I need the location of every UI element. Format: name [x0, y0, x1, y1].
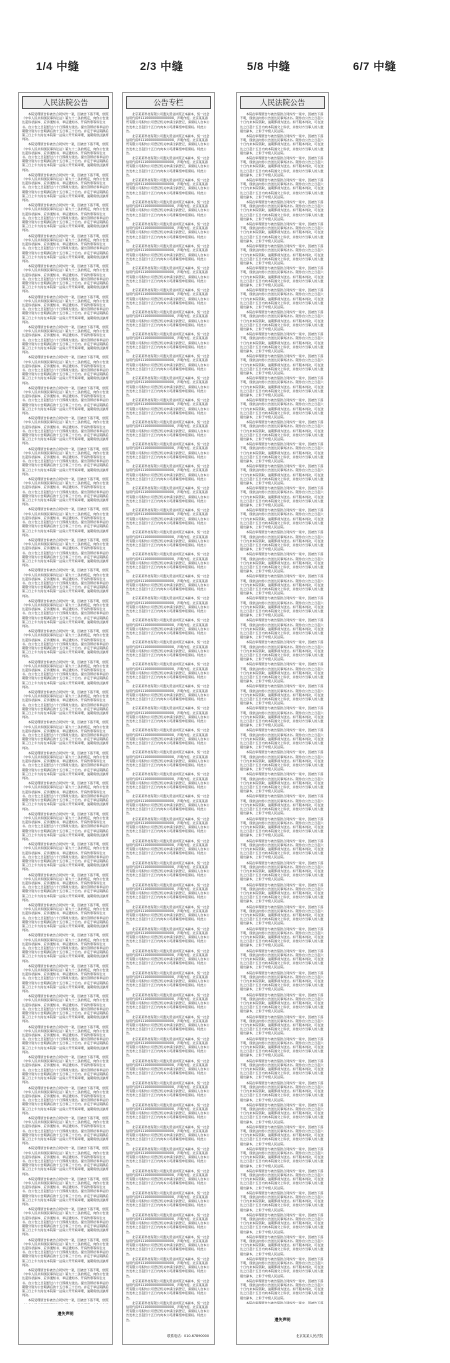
notice-paragraph: 本院在审理原告与被告借款合同纠纷一案中，因被告下落不明，现依法向你公告送达民事判决书。限你自公告之日起六十日内来本院领取，逾期即视为送达。如不服本判决，可在送达之日起十五日内向本院递交上诉状，并按对方当事人的人数提出副本，上诉于中级人民法院。 — [240, 156, 324, 177]
notice-paragraph: 北京某某科技有限公司遗失营业执照正本副本，统一社会信用代码91110000000000000X，声明作废。北京某某商贸有限公司拟向公司登记机关申请注销登记，请债权人自本公告发布之日起四十五日内向本公司清算组申报债权。特此公告。 — [126, 992, 210, 1014]
notice-paragraph: 本院受理原告诉被告合同纠纷一案，因被告下落不明，依照《中华人民共和国民事诉讼法》第九十二条的规定，向你公告送达起诉状副本、应诉通知书、举证通知书、开庭传票等诉讼文书。自公告之日起经过六十日即视为送达。提出答辩状和举证的期限分别为公告期满后的十五日和三十日内。并定于举证期满后第三日上午九时在本院第一法庭公开开庭审理，逾期将依法缺席判决。 — [22, 811, 109, 841]
notice-paragraph: 北京某某科技有限公司遗失营业执照正本副本，统一社会信用代码91110000000000000X，声明作废。北京某某商贸有限公司拟向公司登记机关申请注销登记，请债权人自本公告发布之日起四十五日内向本公司清算组申报债权。特此公告。 — [126, 508, 210, 530]
notice-paragraph: 本院在审理原告与被告借款合同纠纷一案中，因被告下落不明，现依法向你公告送达民事判决书。限你自公告之日起六十日内来本院领取，逾期即视为送达。如不服本判决，可在送达之日起十五日内向本院递交上诉状，并按对方当事人的人数提出副本，上诉于中级人民法院。 — [240, 728, 324, 750]
footer-text: 北京某某人民法院 — [295, 1334, 323, 1338]
notice-paragraph: 本院在审理原告与被告借款合同纠纷一案中，因被告下落不明，现依法向你公告送达民事判决书。限你自公告之日起六十日内来本院领取，逾期即视为送达。如不服本判决，可在送达之日起十五日内向本院递交上诉状，并按对方当事人的人数提出副本，上诉于中级人民法院。 — [240, 530, 324, 552]
notice-paragraph: 本院在审理原告与被告借款合同纠纷一案中，因被告下落不明，现依法向你公告送达民事判决书。限你自公告之日起六十日内来本院领取，逾期即视为送达。如不服本判决，可在送达之日起十五日内向本院递交上诉状，并按对方当事人的人数提出副本，上诉于中级人民法院。 — [240, 816, 324, 838]
notice-paragraph: 本院受理原告诉被告合同纠纷一案，因被告下落不明，依照《中华人民共和国民事诉讼法》第九十二条的规定，向你公告送达起诉状副本、应诉通知书、举证通知书、开庭传票等诉讼文书。自公告之日起经过六十日即视为送达。提出答辩状和举证的期限分别为公告期满后的十五日和三十日内。并定于举证期满后第三日上午九时在本院第一法庭公开开庭审理，逾期将依法缺席判决。 — [22, 598, 109, 628]
notice-paragraph: 本院受理原告诉被告合同纠纷一案，因被告下落不明，依照《中华人民共和国民事诉讼法》第九十二条的规定，向你公告送达起诉状副本、应诉通知书、举证通知书、开庭传票等诉讼文书。自公告之日起经过六十日即视为送达。提出答辩状和举证的期限分别为公告期满后的十五日和三十日内。并定于举证期满后第三日上午九时在本院第一法庭公开开庭审理，逾期将依法缺席判决。 — [22, 385, 109, 416]
notice-paragraph: 北京某某科技有限公司遗失营业执照正本副本，统一社会信用代码91110000000000000X，声明作废。北京某某商贸有限公司拟向公司登记机关申请注销登记，请债权人自本公告发布之日起四十五日内向本公司清算组申报债权。特此公告。 — [126, 1058, 210, 1080]
notice-paragraph: 本院在审理原告与被告借款合同纠纷一案中，因被告下落不明，现依法向你公告送达民事判决书。限你自公告之日起六十日内来本院领取，逾期即视为送达。如不服本判决，可在送达之日起十五日内向本院递交上诉状，并按对方当事人的人数提出副本，上诉于中级人民法院。 — [240, 1058, 324, 1080]
notice-paragraph: 本院受理原告诉被告合同纠纷一案，因被告下落不明，依照《中华人民共和国民事诉讼法》第九十二条的规定，向你公告送达起诉状副本、应诉通知书、举证通知书、开庭传票等诉讼文书。自公告之日起经过六十日即视为送达。提出答辩状和举证的期限分别为公告期满后的十五日和三十日内。并定于举证期满后第三日上午九时在本院第一法庭公开开庭审理，逾期将依法缺席判决。 — [22, 477, 109, 507]
notice-paragraph: 北京某某科技有限公司遗失营业执照正本副本，统一社会信用代码91110000000000000X，声明作废。北京某某商贸有限公司拟向公司登记机关申请注销登记，请债权人自本公告发布之日起四十五日内向本公司清算组申报债权。特此公告。 — [126, 728, 210, 750]
notice-paragraph: 本院在审理原告与被告借款合同纠纷一案中，因被告下落不明，现依法向你公告送达民事判决书。限你自公告之日起六十日内来本院领取，逾期即视为送达。如不服本判决，可在送达之日起十五日内向本院递交上诉状，并按对方当事人的人数提出副本，上诉于中级人民法院。 — [240, 882, 324, 904]
notice-paragraph: 北京某某科技有限公司遗失营业执照正本副本，统一社会信用代码91110000000000000X，声明作废。北京某某商贸有限公司拟向公司登记机关申请注销登记，请债权人自本公告发布之日起四十五日内向本公司清算组申报债权。特此公告。 — [126, 904, 210, 926]
notice-paragraph: 北京某某科技有限公司遗失营业执照正本副本，统一社会信用代码91110000000000000X，声明作废。北京某某商贸有限公司拟向公司登记机关申请注销登记，请债权人自本公告发布之日起四十五日内向本公司清算组申报债权。特此公告。 — [126, 310, 210, 331]
notice-paragraph: 北京某某科技有限公司遗失营业执照正本副本，统一社会信用代码91110000000000000X，声明作废。北京某某商贸有限公司拟向公司登记机关申请注销登记，请债权人自本公告发布之日起四十五日内向本公司清算组申报债权。特此公告。 — [126, 1278, 210, 1300]
notice-paragraph: 北京某某科技有限公司遗失营业执照正本副本，统一社会信用代码91110000000000000X，声明作废。北京某某商贸有限公司拟向公司登记机关申请注销登记，请债权人自本公告发布之日起四十五日内向本公司清算组申报债权。特此公告。 — [126, 794, 210, 816]
notice-paragraph: 本院受理原告诉被告合同纠纷一案，因被告下落不明，依照《中华人民共和国民事诉讼法》第九十二条的规定，向你公告送达起诉状副本、应诉通知书、举证通知书、开庭传票等诉讼文书。自公告之日起经过六十日即视为送达。提出答辩状和举证的期限分别为公告期满后的十五日和三十日内。并定于举证期满后第三日上午九时在本院第一法庭公开开庭审理，逾期将依法缺席判决。 — [22, 233, 109, 263]
notice-paragraph: 本院受理原告诉被告合同纠纷一案，因被告下落不明，依照《中华人民共和国民事诉讼法》第九十二条的规定，向你公告送达起诉状副本、应诉通知书、举证通知书、开庭传票等诉讼文书。自公告之日起经过六十日即视为送达。提出答辩状和举证的期限分别为公告期满后的十五日和三十日内。并定于举证期满后第三日上午九时在本院第一法庭公开开庭审理，逾期将依法缺席判决。 — [22, 1207, 109, 1237]
notice-paragraph: 北京某某科技有限公司遗失营业执照正本副本，统一社会信用代码91110000000000000X，声明作废。北京某某商贸有限公司拟向公司登记机关申请注销登记，请债权人自本公告发布之日起四十五日内向本公司清算组申报债权。特此公告。 — [126, 684, 210, 706]
notice-paragraph: 本院受理原告诉被告合同纠纷一案，因被告下落不明，依照《中华人民共和国民事诉讼法》第九十二条的规定，向你公告送达起诉状副本、应诉通知书、举证通知书、开庭传票等诉讼文书。自公告之日起经过六十日即视为送达。提出答辩状和举证的期限分别为公告期满后的十五日和三十日内。并定于举证期满后第三日上午九时在本院第一法庭公开开庭审理，逾期将依法缺席判决。 — [22, 690, 109, 720]
notice-paragraph: 本院受理原告诉被告合同纠纷一案，因被告下落不明，依照《中华人民共和国民事诉讼法》第九十二条的规定，向你公告送达起诉状副本、应诉通知书、举证通知书、开庭传票等诉讼文书。自公告之日起经过六十日即视为送达。提出答辩状和举证的期限分别为公告期满后的十五日和三十日内。并定于举证期满后第三日上午九时在本院第一法庭公开开庭审理，逾期将依法缺席判决。 — [22, 355, 109, 385]
notice-paragraph: 北京某某科技有限公司遗失营业执照正本副本，统一社会信用代码91110000000000000X，声明作废。北京某某商贸有限公司拟向公司登记机关申请注销登记，请债权人自本公告发布之日起四十五日内向本公司清算组申报债权。特此公告。 — [126, 640, 210, 662]
notice-paragraph: 本院受理原告诉被告合同纠纷一案，因被告下落不明，依照《中华人民共和国民事诉讼法》第九十二条的规定，向你公告送达起诉状副本、应诉通知书、举证通知书、开庭传票等诉讼文书。自公告之日起经过六十日即视为送达。提出答辩状和举证的期限分别为公告期满后的十五日和三十日内。并定于举证期满后第三日上午九时在本院第一法庭公开开庭审理，逾期将依法缺席判决。 — [22, 1115, 109, 1146]
notice-paragraph: 北京某某科技有限公司遗失营业执照正本副本，统一社会信用代码91110000000000000X，声明作废。北京某某商贸有限公司拟向公司登记机关申请注销登记，请债权人自本公告发布之日起四十五日内向本公司清算组申报债权。特此公告。 — [126, 772, 210, 794]
notice-paragraph: 本院受理原告诉被告合同纠纷一案，因被告下落不明，依照《中华人民共和国民事诉讼法》第九十二条的规定，向你公告送达起诉状副本、应诉通知书、举证通知书、开庭传票等诉讼文书。自公告之日起经过六十日即视为送达。提出答辩状和举证的期限分别为公告期满后的十五日和三十日内。并定于举证期满后第三日上午九时在本院第一法庭公开开庭审理，逾期将依法缺席判决。 — [22, 842, 109, 872]
notice-paragraph: 本院在审理原告与被告借款合同纠纷一案中，因被告下落不明，现依法向你公告送达民事判决书。限你自公告之日起六十日内来本院领取，逾期即视为送达。如不服本判决，可在送达之日起十五日内向本院递交上诉状，并按对方当事人的人数提出副本，上诉于中级人民法院。 — [240, 772, 324, 794]
notice-paragraph: 北京某某科技有限公司遗失营业执照正本副本，统一社会信用代码91110000000000000X，声明作废。北京某某商贸有限公司拟向公司登记机关申请注销登记，请债权人自本公告发布之日起四十五日内向本公司清算组申报债权。特此公告。 — [126, 354, 210, 375]
notice-paragraph: 本院在审理原告与被告借款合同纠纷一案中，因被告下落不明，现依法向你公告送达民事判决书。限你自公告之日起六十日内来本院领取，逾期即视为送达。如不服本判决，可在送达之日起十五日内向本院递交上诉状，并按对方当事人的人数提出副本，上诉于中级人民法院。 — [240, 1234, 324, 1256]
notice-paragraph: 本院受理原告诉被告合同纠纷一案，因被告下落不明，依照《中华人民共和国民事诉讼法》第九十二条的规定，向你公告送达起诉状副本、应诉通知书、举证通知书、开庭传票等诉讼文书。自公告之日起经过六十日即视为送达。提出答辩状和举证的期限分别为公告期满后的十五日和三十日内。并定于举证期满后第三日上午九时在本院第一法庭公开开庭审理，逾期将依法缺席判决。 — [22, 203, 109, 233]
notice-paragraph: 本院受理原告诉被告合同纠纷一案，因被告下落不明，依照《中华人民共和国民事诉讼法》第九十二条的规定，向你公告送达起诉状副本、应诉通知书、举证通知书、开庭传票等诉讼文书。自公告之日起经过六十日即视为送达。提出答辩状和举证的期限分别为公告期满后的十五日和三十日内。并定于举证期满后第三日上午九时在本院第一法庭公开开庭审理，逾期将依法缺席判决。 — [22, 507, 109, 537]
column-body-text — [240, 112, 325, 1304]
notice-paragraph: 本院在审理原告与被告借款合同纠纷一案中，因被告下落不明，现依法向你公告送达民事判决书。限你自公告之日起六十日内来本院领取，逾期即视为送达。如不服本判决，可在送达之日起十五日内向本院递交上诉状，并按对方当事人的人数提出副本，上诉于中级人民法院。 — [240, 1190, 324, 1212]
notice-paragraph: 本院在审理原告与被告借款合同纠纷一案中，因被告下落不明，现依法向你公告送达民事判决书。限你自公告之日起六十日内来本院领取，逾期即视为送达。如不服本判决，可在送达之日起十五日内向本院递交上诉状，并按对方当事人的人数提出副本，上诉于中级人民法院。 — [240, 332, 324, 353]
notice-paragraph: 本院在审理原告与被告借款合同纠纷一案中，因被告下落不明，现依法向你公告送达民事判决书。限你自公告之日起六十日内来本院领取，逾期即视为送达。如不服本判决，可在送达之日起十五日内向本院递交上诉状，并按对方当事人的人数提出副本，上诉于中级人民法院。 — [240, 1124, 324, 1146]
column-body-text — [126, 112, 211, 1322]
notice-paragraph: 本院在审理原告与被告借款合同纠纷一案中，因被告下落不明，现依法向你公告送达民事判决书。限你自公告之日起六十日内来本院领取，逾期即视为送达。如不服本判决，可在送达之日起十五日内向本院递交上诉状，并按对方当事人的人数提出副本，上诉于中级人民法院。 — [240, 1212, 324, 1234]
notice-paragraph: 本院在审理原告与被告借款合同纠纷一案中，因被告下落不明，现依法向你公告送达民事判决书。限你自公告之日起六十日内来本院领取，逾期即视为送达。如不服本判决，可在送达之日起十五日内向本院递交上诉状，并按对方当事人的人数提出副本，上诉于中级人民法院。 — [240, 222, 324, 243]
notice-paragraph: 本院在审理原告与被告借款合同纠纷一案中，因被告下落不明，现依法向你公告送达民事判决书。限你自公告之日起六十日内来本院领取，逾期即视为送达。如不服本判决，可在送达之日起十五日内向本院递交上诉状，并按对方当事人的人数提出副本，上诉于中级人民法院。 — [240, 1146, 324, 1168]
notice-paragraph: 本院受理原告诉被告合同纠纷一案，因被告下落不明，依照《中华人民共和国民事诉讼法》第九十二条的规定，向你公告送达起诉状副本、应诉通知书、举证通知书、开庭传票等诉讼文书。自公告之日起经过六十日即视为送达。提出答辩状和举证的期限分别为公告期满后的十五日和三十日内。并定于举证期满后第三日上午九时在本院第一法庭公开开庭审理，逾期将依法缺席判决。 — [22, 1146, 109, 1176]
notice-paragraph: 北京某某科技有限公司遗失营业执照正本副本，统一社会信用代码91110000000000000X，声明作废。北京某某商贸有限公司拟向公司登记机关申请注销登记，请债权人自本公告发布之日起四十五日内向本公司清算组申报债权。特此公告。 — [126, 1014, 210, 1036]
notice-paragraph: 北京某某科技有限公司遗失营业执照正本副本，统一社会信用代码91110000000000000X，声明作废。北京某某商贸有限公司拟向公司登记机关申请注销登记，请债权人自本公告发布之日起四十五日内向本公司清算组申报债权。特此公告。 — [126, 1080, 210, 1102]
notice-paragraph: 本院在审理原告与被告借款合同纠纷一案中，因被告下落不明，现依法向你公告送达民事判决书。限你自公告之日起六十日内来本院领取，逾期即视为送达。如不服本判决，可在送达之日起十五日内向本院递交上诉状，并按对方当事人的人数提出副本，上诉于中级人民法院。 — [240, 1014, 324, 1036]
notice-paragraph: 本院受理原告诉被告合同纠纷一案，因被告下落不明，依照《中华人民共和国民事诉讼法》第九十二条的规定，向你公告送达起诉状副本、应诉通知书、举证通知书、开庭传票等诉讼文书。自公告之日起经过六十日即视为送达。提出答辩状和举证的期限分别为公告期满后的十五日和三十日内。并定于举证期满后第三日上午九时在本院第一法庭公开开庭审理，逾期将依法缺席判决。 — [22, 172, 109, 203]
notice-paragraph: 本院在审理原告与被告借款合同纠纷一案中，因被告下落不明，现依法向你公告送达民事判决书。限你自公告之日起六十日内来本院领取，逾期即视为送达。如不服本判决，可在送达之日起十五日内向本院递交上诉状，并按对方当事人的人数提出副本，上诉于中级人民法院。 — [240, 1168, 324, 1190]
notice-paragraph: 本院在审理原告与被告借款合同纠纷一案中，因被告下落不明，现依法向你公告送达民事判决书。限你自公告之日起六十日内来本院领取，逾期即视为送达。如不服本判决，可在送达之日起十五日内向本院递交上诉状，并按对方当事人的人数提出副本，上诉于中级人民法院。 — [240, 464, 324, 486]
notice-paragraph: 北京某某科技有限公司遗失营业执照正本副本，统一社会信用代码91110000000000000X，声明作废。北京某某商贸有限公司拟向公司登记机关申请注销登记，请债权人自本公告发布之日起四十五日内向本公司清算组申报债权。特此公告。 — [126, 222, 210, 243]
notice-paragraph: 北京某某科技有限公司遗失营业执照正本副本，统一社会信用代码91110000000000000X，声明作废。北京某某商贸有限公司拟向公司登记机关申请注销登记，请债权人自本公告发布之日起四十五日内向本公司清算组申报债权。特此公告。 — [126, 596, 210, 618]
notice-paragraph: 本院受理原告诉被告合同纠纷一案，因被告下落不明，依照《中华人民共和国民事诉讼法》第九十二条的规定，向你公告送达起诉状副本、应诉通知书、举证通知书、开庭传票等诉讼文书。自公告之日起经过六十日即视为送达。提出答辩状和举证的期限分别为公告期满后的十五日和三十日内。并定于举证期满后第三日上午九时在本院第一法庭公开开庭审理，逾期将依法缺席判决。 — [22, 1268, 109, 1298]
column-label-3: 5/8 中缝 — [247, 61, 291, 73]
notice-paragraph: 本院在审理原告与被告借款合同纠纷一案中，因被告下落不明，现依法向你公告送达民事判决书。限你自公告之日起六十日内来本院领取，逾期即视为送达。如不服本判决，可在送达之日起十五日内向本院递交上诉状，并按对方当事人的人数提出副本，上诉于中级人民法院。 — [240, 244, 324, 265]
notice-paragraph: 本院在审理原告与被告借款合同纠纷一案中，因被告下落不明，现依法向你公告送达民事判决书。限你自公告之日起六十日内来本院领取，逾期即视为送达。如不服本判决，可在送达之日起十五日内向本院递交上诉状，并按对方当事人的人数提出副本，上诉于中级人民法院。 — [240, 926, 324, 948]
notice-paragraph: 本院在审理原告与被告借款合同纠纷一案中，因被告下落不明，现依法向你公告送达民事判决书。限你自公告之日起六十日内来本院领取，逾期即视为送达。如不服本判决，可在送达之日起十五日内向本院递交上诉状，并按对方当事人的人数提出副本，上诉于中级人民法院。 — [240, 376, 324, 397]
notice-paragraph: 本院在审理原告与被告借款合同纠纷一案中，因被告下落不明，现依法向你公告送达民事判决书。限你自公告之日起六十日内来本院领取，逾期即视为送达。如不服本判决，可在送达之日起十五日内向本院递交上诉状，并按对方当事人的人数提出副本，上诉于中级人民法院。 — [240, 200, 324, 221]
notice-paragraph: 本院在审理原告与被告借款合同纠纷一案中，因被告下落不明，现依法向你公告送达民事判决书。限你自公告之日起六十日内来本院领取，逾期即视为送达。如不服本判决，可在送达之日起十五日内向本院递交上诉状，并按对方当事人的人数提出副本，上诉于中级人民法院。 — [240, 1036, 324, 1058]
notice-paragraph: 本院受理原告诉被告合同纠纷一案，因被告下落不明，依照《中华人民共和国民事诉讼法》第九十二条的规定，向你公告送达起诉状副本、应诉通知书、举证通知书、开庭传票等诉讼文书。自公告之日起经过六十日即视为送达。提出答辩状和举证的期限分别为公告期满后的十五日和三十日内。并定于举证期满后第三日上午九时在本院第一法庭公开开庭审理，逾期将依法缺席判决。 — [22, 1024, 109, 1054]
notice-paragraph: 本院受理原告诉被告合同纠纷一案，因被告下落不明，依照《中华人民共和国民事诉讼法》第九十二条的规定，向你公告送达起诉状副本、应诉通知书、举证通知书、开庭传票等诉讼文书。自公告之日起经过六十日即视为送达。提出答辩状和举证的期限分别为公告期满后的十五日和三十日内。并定于举证期满后第三日上午九时在本院第一法庭公开开庭审理，逾期将依法缺席判决。 — [22, 1085, 109, 1115]
notice-paragraph: 北京某某科技有限公司遗失营业执照正本副本，统一社会信用代码91110000000000000X，声明作废。北京某某商贸有限公司拟向公司登记机关申请注销登记，请债权人自本公告发布之日起四十五日内向本公司清算组申报债权。特此公告。 — [126, 1256, 210, 1278]
notice-paragraph: 本院在审理原告与被告借款合同纠纷一案中，因被告下落不明，现依法向你公告送达民事判决书。限你自公告之日起六十日内来本院领取，逾期即视为送达。如不服本判决，可在送达之日起十五日内向本院递交上诉状，并按对方当事人的人数提出副本，上诉于中级人民法院。 — [240, 552, 324, 574]
notice-paragraph: 北京某某科技有限公司遗失营业执照正本副本，统一社会信用代码91110000000000000X，声明作废。北京某某商贸有限公司拟向公司登记机关申请注销登记，请债权人自本公告发布之日起四十五日内向本公司清算组申报债权。特此公告。 — [126, 1234, 210, 1256]
notice-paragraph: 北京某某科技有限公司遗失营业执照正本副本，统一社会信用代码91110000000000000X，声明作废。北京某某商贸有限公司拟向公司登记机关申请注销登记，请债权人自本公告发布之日起四十五日内向本公司清算组申报债权。特此公告。 — [126, 530, 210, 552]
notice-paragraph: 北京某某科技有限公司遗失营业执照正本副本，统一社会信用代码91110000000000000X，声明作废。北京某某商贸有限公司拟向公司登记机关申请注销登记，请债权人自本公告发布之日起四十五日内向本公司清算组申报债权。特此公告。 — [126, 420, 210, 442]
notice-paragraph: 本院在审理原告与被告借款合同纠纷一案中，因被告下落不明，现依法向你公告送达民事判决书。限你自公告之日起六十日内来本院领取，逾期即视为送达。如不服本判决，可在送达之日起十五日内向本院递交上诉状，并按对方当事人的人数提出副本，上诉于中级人民法院。 — [240, 794, 324, 816]
notice-paragraph: 本院受理原告诉被告合同纠纷一案，因被告下落不明，依照《中华人民共和国民事诉讼法》第九十二条的规定，向你公告送达起诉状副本、应诉通知书、举证通知书、开庭传票等诉讼文书。自公告之日起经过六十日即视为送达。提出答辩状和举证的期限分别为公告期满后的十五日和三十日内。并定于举证期满后第三日上午九时在本院第一法庭公开开庭审理，逾期将依法缺席判决。 — [22, 1055, 109, 1085]
notice-paragraph: 本院在审理原告与被告借款合同纠纷一案中，因被告下落不明，现依法向你公告送达民事判决书。限你自公告之日起六十日内来本院领取，逾期即视为送达。如不服本判决，可在送达之日起十五日内向本院递交上诉状，并按对方当事人的人数提出副本，上诉于中级人民法院。 — [240, 970, 324, 992]
notice-paragraph: 本院在审理原告与被告借款合同纠纷一案中，因被告下落不明，现依法向你公告送达民事判决书。限你自公告之日起六十日内来本院领取，逾期即视为送达。如不服本判决，可在送达之日起十五日内向本院递交上诉状，并按对方当事人的人数提出副本，上诉于中级人民法院。 — [240, 838, 324, 860]
notice-paragraph: 北京某某科技有限公司遗失营业执照正本副本，统一社会信用代码91110000000000000X，声明作废。北京某某商贸有限公司拟向公司登记机关申请注销登记，请债权人自本公告发布之日起四十五日内向本公司清算组申报债权。特此公告。 — [126, 1036, 210, 1058]
notice-paragraph: 本院在审理原告与被告借款合同纠纷一案中，因被告下落不明，现依法向你公告送达民事判决书。限你自公告之日起六十日内来本院领取，逾期即视为送达。如不服本判决，可在送达之日起十五日内向本院递交上诉状，并按对方当事人的人数提出副本，上诉于中级人民法院。 — [240, 750, 324, 772]
notice-paragraph: 本院在审理原告与被告借款合同纠纷一案中，因被告下落不明，现依法向你公告送达民事判决书。限你自公告之日起六十日内来本院领取，逾期即视为送达。如不服本判决，可在送达之日起十五日内向本院递交上诉状，并按对方当事人的人数提出副本，上诉于中级人民法院。 — [240, 662, 324, 684]
notice-paragraph: 北京某某科技有限公司遗失营业执照正本副本，统一社会信用代码91110000000000000X，声明作废。北京某某商贸有限公司拟向公司登记机关申请注销登记，请债权人自本公告发布之日起四十五日内向本公司清算组申报债权。特此公告。 — [126, 200, 210, 221]
notice-paragraph: 北京某某科技有限公司遗失营业执照正本副本，统一社会信用代码91110000000000000X，声明作废。北京某某商贸有限公司拟向公司登记机关申请注销登记，请债权人自本公告发布之日起四十五日内向本公司清算组申报债权。特此公告。 — [126, 442, 210, 464]
notice-paragraph: 北京某某科技有限公司遗失营业执照正本副本，统一社会信用代码91110000000000000X，声明作废。北京某某商贸有限公司拟向公司登记机关申请注销登记，请债权人自本公告发布之日起四十五日内向本公司清算组申报债权。特此公告。 — [126, 1124, 210, 1146]
notice-paragraph: 本院在审理原告与被告借款合同纠纷一案中，因被告下落 — [246, 1300, 324, 1304]
notice-paragraph: 北京某某科技有限公司遗失营业执照正本副本，统一社会信用代码91110000000000000X，声明作废。北京某某商贸有限公司拟向公司登记机关申请注销登记，请债权人自本公告发布之日起四十五日内向本公司清算组申报债权。特此公告。 — [126, 156, 210, 177]
notice-paragraph: 本院受理原告诉被告合同纠纷一案，因被告下落不明，依照 — [28, 1298, 109, 1303]
notice-paragraph: 本院在审理原告与被告借款合同纠纷一案中，因被告下落不明，现依法向你公告送达民事判决书。限你自公告之日起六十日内来本院领取，逾期即视为送达。如不服本判决，可在送达之日起十五日内向本院递交上诉状，并按对方当事人的人数提出副本，上诉于中级人民法院。 — [240, 574, 324, 596]
notice-paragraph: 北京某某科技有限公司遗失营业执照正本副本，统一社会信用代码91110000000000000X，声明作废。北京某某商贸有限公司拟向公司登记机关申请注销登记，请债权人自本公告发布之日起四十五日内向本公司清算组申报债权。特此公告。 — [126, 486, 210, 508]
notice-paragraph: 北京某某科技有限公司遗失营业执照正本副本，统一社会信用代码91110000000000000X，声明作废。北京某某商贸有限公司拟向公司登记机关申请注销登记，请债权人自本公告发布之日起四十五日内向本公司清算组申报债权。特此公告。 — [126, 816, 210, 838]
notice-paragraph: 本院受理原告诉被告合同纠纷一案，因被告下落不明，依照《中华人民共和国民事诉讼法》第九十二条的规定，向你公告送达起诉状副本、应诉通知书、举证通知书、开庭传票等诉讼文书。自公告之日起经过六十日即视为送达。提出答辩状和举证的期限分别为公告期满后的十五日和三十日内。并定于举证期满后第三日上午九时在本院第一法庭公开开庭审理，逾期将依法缺席判决。 — [22, 416, 109, 446]
notice-paragraph: 北京某某科技有限公司遗失营业执照正本副本，统一社会信用代码91110000000000000X，声明作废。北京某某商贸有限公司拟向公司登记机关申请注销登记，请债权人自本公告发布之日起四十五日内向本公司清算组申报债权。特此公告。 — [126, 860, 210, 882]
notice-paragraph: 北京某某科技有限公司遗失营业执照正本副本，统一社会信用代码91110000000000000X，声明作废。北京某某商贸有限公司拟向公司登记机关申请注销登记，请债权人自本公告发布之日起四十五日内向本公司清算组申报债权。特此公告。 — [126, 1300, 210, 1322]
notice-paragraph: 本院在审理原告与被告借款合同纠纷一案中，因被告下落不明，现依法向你公告送达民事判决书。限你自公告之日起六十日内来本院领取，逾期即视为送达。如不服本判决，可在送达之日起十五日内向本院递交上诉状，并按对方当事人的人数提出副本，上诉于中级人民法院。 — [240, 992, 324, 1014]
notice-paragraph: 本院在审理原告与被告借款合同纠纷一案中，因被告下落不明，现依法向你公告送达民事判决书。限你自公告之日起六十日内来本院领取，逾期即视为送达。如不服本判决，可在送达之日起十五日内向本院递交上诉状，并按对方当事人的人数提出副本，上诉于中级人民法院。 — [240, 706, 324, 728]
notice-paragraph: 本院受理原告诉被告合同纠纷一案，因被告下落不明，依照《中华人民共和国民事诉讼法》第九十二条的规定，向你公告送达起诉状副本、应诉通知书、举证通知书、开庭传票等诉讼文书。自公告之日起经过六十日即视为送达。提出答辩状和举证的期限分别为公告期满后的十五日和三十日内。并定于举证期满后第三日上午九时在本院第一法庭公开开庭审理，逾期将依法缺席判决。 — [22, 446, 109, 476]
notice-paragraph: 北京某某科技有限公司遗失营业执照正本副本，统一社会信用代码91110000000000000X，声明作废。北京某某商贸有限公司拟向公司登记机关申请注销登记，请债权人自本公告发布之日起四十五日内向本公司清算组申报债权。特此公告。 — [126, 948, 210, 970]
notice-paragraph: 北京某某科技有限公司遗失营业执照正本副本，统一社会信用代码91110000000000000X，声明作废。北京某某商贸有限公司拟向公司登记机关申请注销登记，请债权人自本公告发布之日起四十五日内向本公司清算组申报债权。特此公告。 — [126, 1102, 210, 1124]
notice-paragraph: 本院受理原告诉被告合同纠纷一案，因被告下落不明，依照《中华人民共和国民事诉讼法》第九十二条的规定，向你公告送达起诉状副本、应诉通知书、举证通知书、开庭传票等诉讼文书。自公告之日起经过六十日即视为送达。提出答辩状和举证的期限分别为公告期满后的十五日和三十日内。并定于举证期满后第三日上午九时在本院第一法庭公开开庭审理，逾期将依法缺席判决。 — [22, 750, 109, 781]
notice-paragraph: 北京某某科技有限公司遗失营业执照正本副本，统一社会信用代码91110000000000000X，声明作废。北京某某商贸有限公司拟向公司登记机关申请注销登记，请债权人自本公告发布之日起四十五日内向本公司清算组申报债权。特此公告。 — [126, 882, 210, 904]
notice-paragraph: 本院在审理原告与被告借款合同纠纷一案中，因被告下落不明，现依法向你公告送达民事判决书。限你自公告之日起六十日内来本院领取，逾期即视为送达。如不服本判决，可在送达之日起十五日内向本院递交上诉状，并按对方当事人的人数提出副本，上诉于中级人民法院。 — [240, 1080, 324, 1102]
notice-paragraph: 本院受理原告诉被告合同纠纷一案，因被告下落不明，依照《中华人民共和国民事诉讼法》第九十二条的规定，向你公告送达起诉状副本、应诉通知书、举证通知书、开庭传票等诉讼文书。自公告之日起经过六十日即视为送达。提出答辩状和举证的期限分别为公告期满后的十五日和三十日内。并定于举证期满后第三日上午九时在本院第一法庭公开开庭审理，逾期将依法缺席判决。 — [22, 294, 109, 324]
notice-paragraph: 北京某某科技有限公司遗失营业执照正本副本，统一社会信用代码91110000000000000X，声明作废。北京某某商贸有限公司拟向公司登记机关申请注销登记，请债权人自本公告发布之日起四十五日内向本公司清算组申报债权。特此公告。 — [126, 134, 210, 155]
notice-paragraph: 本院受理原告诉被告合同纠纷一案，因被告下落不明，依照《中华人民共和国民事诉讼法》第九十二条的规定，向你公告送达起诉状副本、应诉通知书、举证通知书、开庭传票等诉讼文书。自公告之日起经过六十日即视为送达。提出答辩状和举证的期限分别为公告期满后的十五日和三十日内。并定于举证期满后第三日上午九时在本院第一法庭公开开庭审理，逾期将依法缺席判决。 — [22, 142, 109, 172]
notice-paragraph: 本院在审理原告与被告借款合同纠纷一案中，因被告下落不明，现依法向你公告送达民事判决书。限你自公告之日起六十日内来本院领取，逾期即视为送达。如不服本判决，可在送达之日起十五日内向本院递交上诉状，并按对方当事人的人数提出副本，上诉于中级人民法院。 — [240, 860, 324, 882]
notice-paragraph: 北京某某科技有限公司遗失营业执照正本副本，统一社会信用代码91110000000000000X，声明作废。北京某某商贸有限公司拟向公司登记机关申请注销登记，请债权人自本公告发布之日起四十五日内向本公司清算组申报债权。特此公告。 — [126, 574, 210, 596]
column-header: 人民法院公告 — [22, 96, 109, 109]
notice-paragraph: 北京某某科技有限公司遗失营业执照正本副本，统一社会信用代码91110000000000000X，声明作废。北京某某商贸有限公司拟向公司登记机关申请注销登记，请债权人自本公告发布之日起四十五日内向本公司清算组申报债权。特此公告。 — [126, 178, 210, 199]
notice-paragraph: 本院受理原告诉被告合同纠纷一案，因被告下落不明，依照《中华人民共和国民事诉讼法》第九十二条的规定，向你公告送达起诉状副本、应诉通知书、举证通知书、开庭传票等诉讼文书。自公告之日起经过六十日即视为送达。提出答辩状和举证的期限分别为公告期满后的十五日和三十日内。并定于举证期满后第三日上午九时在本院第一法庭公开开庭审理，逾期将依法缺席判决。 — [22, 781, 109, 811]
notice-paragraph: 本院受理原告诉被告合同纠纷一案，因被告下落不明，依照《中华人民共和国民事诉讼法》第九十二条的规定，向你公告送达起诉状副本、应诉通知书、举证通知书、开庭传票等诉讼文书。自公告之日起经过六十日即视为送达。提出答辩状和举证的期限分别为公告期满后的十五日和三十日内。并定于举证期满后第三日上午九时在本院第一法庭公开开庭审理，逾期将依法缺席判决。 — [22, 902, 109, 933]
notice-paragraph: 本院受理原告诉被告合同纠纷一案，因被告下落不明，依照《中华人民共和国民事诉讼法》第九十二条的规定，向你公告送达起诉状副本、应诉通知书、举证通知书、开庭传票等诉讼文书。自公告之日起经过六十日即视为送达。提出答辩状和举证的期限分别为公告期满后的十五日和三十日内。并定于举证期满后第三日上午九时在本院第一法庭公开开庭审理，逾期将依法缺席判决。 — [22, 264, 109, 294]
notice-paragraph: 本院受理原告诉被告合同纠纷一案，因被告下落不明，依照《中华人民共和国民事诉讼法》第九十二条的规定，向你公告送达起诉状副本、应诉通知书、举证通知书、开庭传票等诉讼文书。自公告之日起经过六十日即视为送达。提出答辩状和举证的期限分别为公告期满后的十五日和三十日内。并定于举证期满后第三日上午九时在本院第一法庭公开开庭审理，逾期将依法缺席判决。 — [22, 872, 109, 902]
column-body-text — [22, 112, 109, 1304]
notice-paragraph: 本院在审理原告与被告借款合同纠纷一案中，因被告下落不明，现依法向你公告送达民事判决书。限你自公告之日起六十日内来本院领取，逾期即视为送达。如不服本判决，可在送达之日起十五日内向本院递交上诉状，并按对方当事人的人数提出副本，上诉于中级人民法院。 — [240, 618, 324, 640]
notice-paragraph: 北京某某科技有限公司遗失营业执照正本副本，统一社会信用代码91110000000000000X，声明作废。北京某某商贸有限公司拟向公司登记机关申请注销登记，请债权人自本公告发布之日起四十五日内向本公司清算组申报债权。特此公告。 — [126, 926, 210, 948]
notice-paragraph: 本院在审理原告与被告借款合同纠纷一案中，因被告下落不明，现依法向你公告送达民事判决书。限你自公告之日起六十日内来本院领取，逾期即视为送达。如不服本判决，可在送达之日起十五日内向本院递交上诉状，并按对方当事人的人数提出副本，上诉于中级人民法院。 — [240, 442, 324, 464]
notice-paragraph: 本院在审理原告与被告借款合同纠纷一案中，因被告下落不明，现依法向你公告送达民事判决书。限你自公告之日起六十日内来本院领取，逾期即视为送达。如不服本判决，可在送达之日起十五日内向本院递交上诉状，并按对方当事人的人数提出副本，上诉于中级人民法院。 — [240, 134, 324, 155]
notice-paragraph: 北京某某科技有限公司遗失营业执照正本副本，统一社会信用代码91110000000000000X，声明作废。北京某某商贸有限公司拟向公司登记机关申请注销登记，请债权人自本公告发布之日起四十五日内向本公司清算组申报债权。特此公告。 — [126, 970, 210, 992]
notice-paragraph: 北京某某科技有限公司遗失营业执照正本副本，统一社会信用代码91110000000000000X，声明作废。北京某某商贸有限公司拟向公司登记机关申请注销登记，请债权人自本公告发布之日起四十五日内向本公司清算组申报债权。特此公告。 — [126, 662, 210, 684]
notice-paragraph: 本院在审理原告与被告借款合同纠纷一案中，因被告下落不明，现依法向你公告送达民事判决书。限你自公告之日起六十日内来本院领取，逾期即视为送达。如不服本判决，可在送达之日起十五日内向本院递交上诉状，并按对方当事人的人数提出副本，上诉于中级人民法院。 — [240, 1256, 324, 1278]
section-title: 遗失声明 — [57, 1311, 74, 1316]
notice-paragraph: 北京某某科技有限公司遗失营业执照正本副本，统一社会信用代码91110000000000000X，声明作废。北京某某商贸有限公司拟向公司登记机关申请注销登记，请债权人自本公告发布之日起四十五日内向本公司清算组申报债权。特此公告。 — [126, 376, 210, 397]
newspaper-column-1 — [18, 92, 113, 1345]
notice-paragraph: 本院在审理原告与被告借款合同纠纷一案中，因被告下落不明，现依法向你公告送达民事判决书。限你自公告之日起六十日内来本院领取，逾期即视为送达。如不服本判决，可在送达之日起十五日内向本院递交上诉状，并按对方当事人的人数提出副本，上诉于中级人民法院。 — [240, 1278, 324, 1300]
notice-paragraph: 北京某某科技有限公司遗失营业执照正本副本，统一社会信用代码91110000000000000X，声明作废。北京某某商贸有限公司拟向公司登记机关申请注销登记，请债权人自本公告发布之日起四十五日内向本公司清算组申报债权。特此公告。 — [126, 1212, 210, 1234]
notice-paragraph: 本院在审理原告与被告借款合同纠纷一案中，因被告下落不明，现依法向你公告送达民事判决书。限你自公告之日起六十日内来本院领取，逾期即视为送达。如不服本判决，可在送达之日起十五日内向本院递交上诉状，并按对方当事人的人数提出副本，上诉于中级人民法院。 — [240, 596, 324, 618]
notice-paragraph: 本院在审理原告与被告借款合同纠纷一案中，因被告下落不明，现依法向你公告送达民事判决书。限你自公告之日起六十日内来本院领取，逾期即视为送达。如不服本判决，可在送达之日起十五日内向本院递交上诉状，并按对方当事人的人数提出副本，上诉于中级人民法院。 — [240, 310, 324, 331]
column-label-1: 1/4 中缝 — [36, 61, 80, 73]
notice-paragraph: 北京某某科技有限公司遗失营业执照正本副本，统一社会信用代码91110000000000000X，声明作废。北京某某商贸有限公司拟向公司登记机关申请注销登记，请债权人自本公告发布之日起四十五日内向本公司清算组申报债权。特此公告。 — [126, 398, 210, 420]
notice-paragraph: 本院在审理原告与被告借款合同纠纷一案中，因被告下落不明，现依法向你公告送达民事判决书。限你自公告之日起六十日内来本院领取，逾期即视为送达。如不服本判决，可在送达之日起十五日内向本院递交上诉状，并按对方当事人的人数提出副本，上诉于中级人民法院。 — [240, 178, 324, 199]
notice-paragraph: 北京某某科技有限公司遗失营业执照正本副本，统一社会信用代码91110000000000000X，声明作废。北京某某商贸有限公司拟向公司登记机关申请注销登记，请债权人自本公告发布之日起四十五日内向本公司清算组申报债权。特此公告。 — [126, 618, 210, 640]
notice-paragraph: 本院受理原告诉被告合同纠纷一案，因被告下落不明，依照《中华人民共和国民事诉讼法》第九十二条的规定，向你公告送达起诉状副本、应诉通知书、举证通知书、开庭传票等诉讼文书。自公告之日起经过六十日即视为送达。提出答辩状和举证的期限分别为公告期满后的十五日和三十日内。并定于举证期满后第三日上午九时在本院第一法庭公开开庭审理，逾期将依法缺席判决。 — [22, 537, 109, 568]
notice-paragraph: 北京某某科技有限公司遗失营业执照正本副本，统一社会信用代码91110000000000000X，声明作废。北京某某商贸有限公司拟向公司登记机关申请注销登记，请债权人自本公告发布之日起四十五日内向本公司清算组申报债权。特此公告。 — [126, 1146, 210, 1168]
newspaper-column-3 — [236, 92, 329, 1345]
notice-paragraph: 北京某某科技有限公司遗失营业执照正本副本，统一社会信用代码91110000000000000X，声明作废。北京某某商贸有限公司拟向公司登记机关申请注销登记，请债权人自本公告发布之日起四十五日内向本公司清算组申报债权。特此公告。 — [126, 112, 210, 133]
notice-paragraph: 本院在审理原告与被告借款合同纠纷一案中，因被告下落不明，现依法向你公告送达民事判决书。限你自公告之日起六十日内来本院领取，逾期即视为送达。如不服本判决，可在送达之日起十五日内向本院递交上诉状，并按对方当事人的人数提出副本，上诉于中级人民法院。 — [240, 420, 324, 442]
notice-paragraph: 北京某某科技有限公司遗失营业执照正本副本，统一社会信用代码91110000000000000X，声明作废。北京某某商贸有限公司拟向公司登记机关申请注销登记，请债权人自本公告发布之日起四十五日内向本公司清算组申报债权。特此公告。 — [126, 706, 210, 728]
notice-paragraph: 北京某某科技有限公司遗失营业执照正本副本，统一社会信用代码91110000000000000X，声明作废。北京某某商贸有限公司拟向公司登记机关申请注销登记，请债权人自本公告发布之日起四十五日内向本公司清算组申报债权。特此公告。 — [126, 1190, 210, 1212]
notice-paragraph: 北京某某科技有限公司遗失营业执照正本副本，统一社会信用代码91110000000000000X，声明作废。北京某某商贸有限公司拟向公司登记机关申请注销登记，请债权人自本公告发布之日起四十五日内向本公司清算组申报债权。特此公告。 — [126, 332, 210, 353]
notice-paragraph: 本院在审理原告与被告借款合同纠纷一案中，因被告下落不明，现依法向你公告送达民事判决书。限你自公告之日起六十日内来本院领取，逾期即视为送达。如不服本判决，可在送达之日起十五日内向本院递交上诉状，并按对方当事人的人数提出副本，上诉于中级人民法院。 — [240, 640, 324, 662]
notice-paragraph: 本院在审理原告与被告借款合同纠纷一案中，因被告下落不明，现依法向你公告送达民事判决书。限你自公告之日起六十日内来本院领取，逾期即视为送达。如不服本判决，可在送达之日起十五日内向本院递交上诉状，并按对方当事人的人数提出副本，上诉于中级人民法院。 — [240, 948, 324, 970]
notice-paragraph: 本院在审理原告与被告借款合同纠纷一案中，因被告下落不明，现依法向你公告送达民事判决书。限你自公告之日起六十日内来本院领取，逾期即视为送达。如不服本判决，可在送达之日起十五日内向本院递交上诉状，并按对方当事人的人数提出副本，上诉于中级人民法院。 — [240, 486, 324, 508]
notice-paragraph: 本院在审理原告与被告借款合同纠纷一案中，因被告下落不明，现依法向你公告送达民事判决书。限你自公告之日起六十日内来本院领取，逾期即视为送达。如不服本判决，可在送达之日起十五日内向本院递交上诉状，并按对方当事人的人数提出副本，上诉于中级人民法院。 — [240, 112, 324, 133]
notice-paragraph: 本院受理原告诉被告合同纠纷一案，因被告下落不明，依照《中华人民共和国民事诉讼法》第九十二条的规定，向你公告送达起诉状副本、应诉通知书、举证通知书、开庭传票等诉讼文书。自公告之日起经过六十日即视为送达。提出答辩状和举证的期限分别为公告期满后的十五日和三十日内。并定于举证期满后第三日上午九时在本院第一法庭公开开庭审理，逾期将依法缺席判决。 — [22, 112, 109, 142]
notice-paragraph: 北京某某科技有限公司遗失营业执照正本副本，统一社会信用代码91110000000000000X，声明作废。北京某某商贸有限公司拟向公司登记机关申请注销登记，请债权人自本公告发布之日起四十五日内向本公司清算组申报债权。特此公告。 — [126, 552, 210, 574]
notice-paragraph: 本院受理原告诉被告合同纠纷一案，因被告下落不明，依照《中华人民共和国民事诉讼法》第九十二条的规定，向你公告送达起诉状副本、应诉通知书、举证通知书、开庭传票等诉讼文书。自公告之日起经过六十日即视为送达。提出答辩状和举证的期限分别为公告期满后的十五日和三十日内。并定于举证期满后第三日上午九时在本院第一法庭公开开庭审理，逾期将依法缺席判决。 — [22, 933, 109, 963]
notice-paragraph: 北京某某科技有限公司遗失营业执照正本副本，统一社会信用代码91110000000000000X，声明作废。北京某某商贸有限公司拟向公司登记机关申请注销登记，请债权人自本公告发布之日起四十五日内向本公司清算组申报债权。特此公告。 — [126, 464, 210, 486]
notice-paragraph: 本院在审理原告与被告借款合同纠纷一案中，因被告下落不明，现依法向你公告送达民事判决书。限你自公告之日起六十日内来本院领取，逾期即视为送达。如不服本判决，可在送达之日起十五日内向本院递交上诉状，并按对方当事人的人数提出副本，上诉于中级人民法院。 — [240, 904, 324, 926]
section-title: 遗失声明 — [274, 1317, 291, 1322]
notice-paragraph: 本院受理原告诉被告合同纠纷一案，因被告下落不明，依照《中华人民共和国民事诉讼法》第九十二条的规定，向你公告送达起诉状副本、应诉通知书、举证通知书、开庭传票等诉讼文书。自公告之日起经过六十日即视为送达。提出答辩状和举证的期限分别为公告期满后的十五日和三十日内。并定于举证期满后第三日上午九时在本院第一法庭公开开庭审理，逾期将依法缺席判决。 — [22, 1176, 109, 1206]
notice-paragraph: 本院受理原告诉被告合同纠纷一案，因被告下落不明，依照《中华人民共和国民事诉讼法》第九十二条的规定，向你公告送达起诉状副本、应诉通知书、举证通知书、开庭传票等诉讼文书。自公告之日起经过六十日即视为送达。提出答辩状和举证的期限分别为公告期满后的十五日和三十日内。并定于举证期满后第三日上午九时在本院第一法庭公开开庭审理，逾期将依法缺席判决。 — [22, 324, 109, 355]
column-header: 人民法院公告 — [240, 96, 325, 109]
notice-paragraph: 本院受理原告诉被告合同纠纷一案，因被告下落不明，依照《中华人民共和国民事诉讼法》第九十二条的规定，向你公告送达起诉状副本、应诉通知书、举证通知书、开庭传票等诉讼文书。自公告之日起经过六十日即视为送达。提出答辩状和举证的期限分别为公告期满后的十五日和三十日内。并定于举证期满后第三日上午九时在本院第一法庭公开开庭审理，逾期将依法缺席判决。 — [22, 629, 109, 659]
notice-paragraph: 北京某某科技有限公司遗失营业执照正本副本，统一社会信用代码91110000000000000X，声明作废。北京某某商贸有限公司拟向公司登记机关申请注销登记，请债权人自本公告发布之日起四十五日内向本公司清算组申报债权。特此公告。 — [126, 266, 210, 287]
notice-paragraph: 本院在审理原告与被告借款合同纠纷一案中，因被告下落不明，现依法向你公告送达民事判决书。限你自公告之日起六十日内来本院领取，逾期即视为送达。如不服本判决，可在送达之日起十五日内向本院递交上诉状，并按对方当事人的人数提出副本，上诉于中级人民法院。 — [240, 288, 324, 309]
notice-paragraph: 本院在审理原告与被告借款合同纠纷一案中，因被告下落不明，现依法向你公告送达民事判决书。限你自公告之日起六十日内来本院领取，逾期即视为送达。如不服本判决，可在送达之日起十五日内向本院递交上诉状，并按对方当事人的人数提出副本，上诉于中级人民法院。 — [240, 266, 324, 287]
notice-paragraph: 北京某某科技有限公司遗失营业执照正本副本，统一社会信用代码91110000000000000X，声明作废。北京某某商贸有限公司拟向公司登记机关申请注销登记，请债权人自本公告发布之日起四十五日内向本公司清算组申报债权。特此公告。 — [126, 244, 210, 265]
footer-text: 联系电话：010-67890000 — [167, 1334, 209, 1338]
newspaper-column-2 — [122, 92, 215, 1345]
notice-paragraph: 本院受理原告诉被告合同纠纷一案，因被告下落不明，依照《中华人民共和国民事诉讼法》第九十二条的规定，向你公告送达起诉状副本、应诉通知书、举证通知书、开庭传票等诉讼文书。自公告之日起经过六十日即视为送达。提出答辩状和举证的期限分别为公告期满后的十五日和三十日内。并定于举证期满后第三日上午九时在本院第一法庭公开开庭审理，逾期将依法缺席判决。 — [22, 1237, 109, 1267]
notice-paragraph: 本院在审理原告与被告借款合同纠纷一案中，因被告下落不明，现依法向你公告送达民事判决书。限你自公告之日起六十日内来本院领取，逾期即视为送达。如不服本判决，可在送达之日起十五日内向本院递交上诉状，并按对方当事人的人数提出副本，上诉于中级人民法院。 — [240, 508, 324, 530]
notice-paragraph: 本院受理原告诉被告合同纠纷一案，因被告下落不明，依照《中华人民共和国民事诉讼法》第九十二条的规定，向你公告送达起诉状副本、应诉通知书、举证通知书、开庭传票等诉讼文书。自公告之日起经过六十日即视为送达。提出答辩状和举证的期限分别为公告期满后的十五日和三十日内。并定于举证期满后第三日上午九时在本院第一法庭公开开庭审理，逾期将依法缺席判决。 — [22, 659, 109, 689]
column-header: 公告专栏 — [126, 96, 211, 109]
notice-paragraph: 北京某某科技有限公司遗失营业执照正本副本，统一社会信用代码91110000000000000X，声明作废。北京某某商贸有限公司拟向公司登记机关申请注销登记，请债权人自本公告发布之日起四十五日内向本公司清算组申报债权。特此公告。 — [126, 750, 210, 772]
column-label-2: 2/3 中缝 — [140, 61, 184, 73]
notice-paragraph: 北京某某科技有限公司遗失营业执照正本副本，统一社会信用代码91110000000000000X，声明作废。北京某某商贸有限公司拟向公司登记机关申请注销登记，请债权人自本公告发布之日起四十五日内向本公司清算组申报债权。特此公告。 — [126, 838, 210, 860]
notice-paragraph: 北京某某科技有限公司遗失营业执照正本副本，统一社会信用代码91110000000000000X，声明作废。北京某某商贸有限公司拟向公司登记机关申请注销登记，请债权人自本公告发布之日起四十五日内向本公司清算组申报债权。特此公告。 — [126, 1168, 210, 1190]
notice-paragraph: 本院受理原告诉被告合同纠纷一案，因被告下落不明，依照《中华人民共和国民事诉讼法》第九十二条的规定，向你公告送达起诉状副本、应诉通知书、举证通知书、开庭传票等诉讼文书。自公告之日起经过六十日即视为送达。提出答辩状和举证的期限分别为公告期满后的十五日和三十日内。并定于举证期满后第三日上午九时在本院第一法庭公开开庭审理，逾期将依法缺席判决。 — [22, 963, 109, 994]
column-label-4: 6/7 中缝 — [353, 61, 397, 73]
notice-paragraph: 本院在审理原告与被告借款合同纠纷一案中，因被告下落不明，现依法向你公告送达民事判决书。限你自公告之日起六十日内来本院领取，逾期即视为送达。如不服本判决，可在送达之日起十五日内向本院递交上诉状，并按对方当事人的人数提出副本，上诉于中级人民法院。 — [240, 684, 324, 706]
notice-paragraph: 本院在审理原告与被告借款合同纠纷一案中，因被告下落不明，现依法向你公告送达民事判决书。限你自公告之日起六十日内来本院领取，逾期即视为送达。如不服本判决，可在送达之日起十五日内向本院递交上诉状，并按对方当事人的人数提出副本，上诉于中级人民法院。 — [240, 1102, 324, 1124]
notice-paragraph: 本院受理原告诉被告合同纠纷一案，因被告下落不明，依照《中华人民共和国民事诉讼法》第九十二条的规定，向你公告送达起诉状副本、应诉通知书、举证通知书、开庭传票等诉讼文书。自公告之日起经过六十日即视为送达。提出答辩状和举证的期限分别为公告期满后的十五日和三十日内。并定于举证期满后第三日上午九时在本院第一法庭公开开庭审理，逾期将依法缺席判决。 — [22, 568, 109, 598]
notice-paragraph: 本院受理原告诉被告合同纠纷一案，因被告下落不明，依照《中华人民共和国民事诉讼法》第九十二条的规定，向你公告送达起诉状副本、应诉通知书、举证通知书、开庭传票等诉讼文书。自公告之日起经过六十日即视为送达。提出答辩状和举证的期限分别为公告期满后的十五日和三十日内。并定于举证期满后第三日上午九时在本院第一法庭公开开庭审理，逾期将依法缺席判决。 — [22, 994, 109, 1024]
notice-paragraph: 本院在审理原告与被告借款合同纠纷一案中，因被告下落不明，现依法向你公告送达民事判决书。限你自公告之日起六十日内来本院领取，逾期即视为送达。如不服本判决，可在送达之日起十五日内向本院递交上诉状，并按对方当事人的人数提出副本，上诉于中级人民法院。 — [240, 354, 324, 375]
notice-paragraph: 本院在审理原告与被告借款合同纠纷一案中，因被告下落不明，现依法向你公告送达民事判决书。限你自公告之日起六十日内来本院领取，逾期即视为送达。如不服本判决，可在送达之日起十五日内向本院递交上诉状，并按对方当事人的人数提出副本，上诉于中级人民法院。 — [240, 398, 324, 420]
notice-paragraph: 本院受理原告诉被告合同纠纷一案，因被告下落不明，依照《中华人民共和国民事诉讼法》第九十二条的规定，向你公告送达起诉状副本、应诉通知书、举证通知书、开庭传票等诉讼文书。自公告之日起经过六十日即视为送达。提出答辩状和举证的期限分别为公告期满后的十五日和三十日内。并定于举证期满后第三日上午九时在本院第一法庭公开开庭审理，逾期将依法缺席判决。 — [22, 720, 109, 750]
notice-paragraph: 北京某某科技有限公司遗失营业执照正本副本，统一社会信用代码91110000000000000X，声明作废。北京某某商贸有限公司拟向公司登记机关申请注销登记，请债权人自本公告发布之日起四十五日内向本公司清算组申报债权。特此公告。 — [126, 288, 210, 309]
